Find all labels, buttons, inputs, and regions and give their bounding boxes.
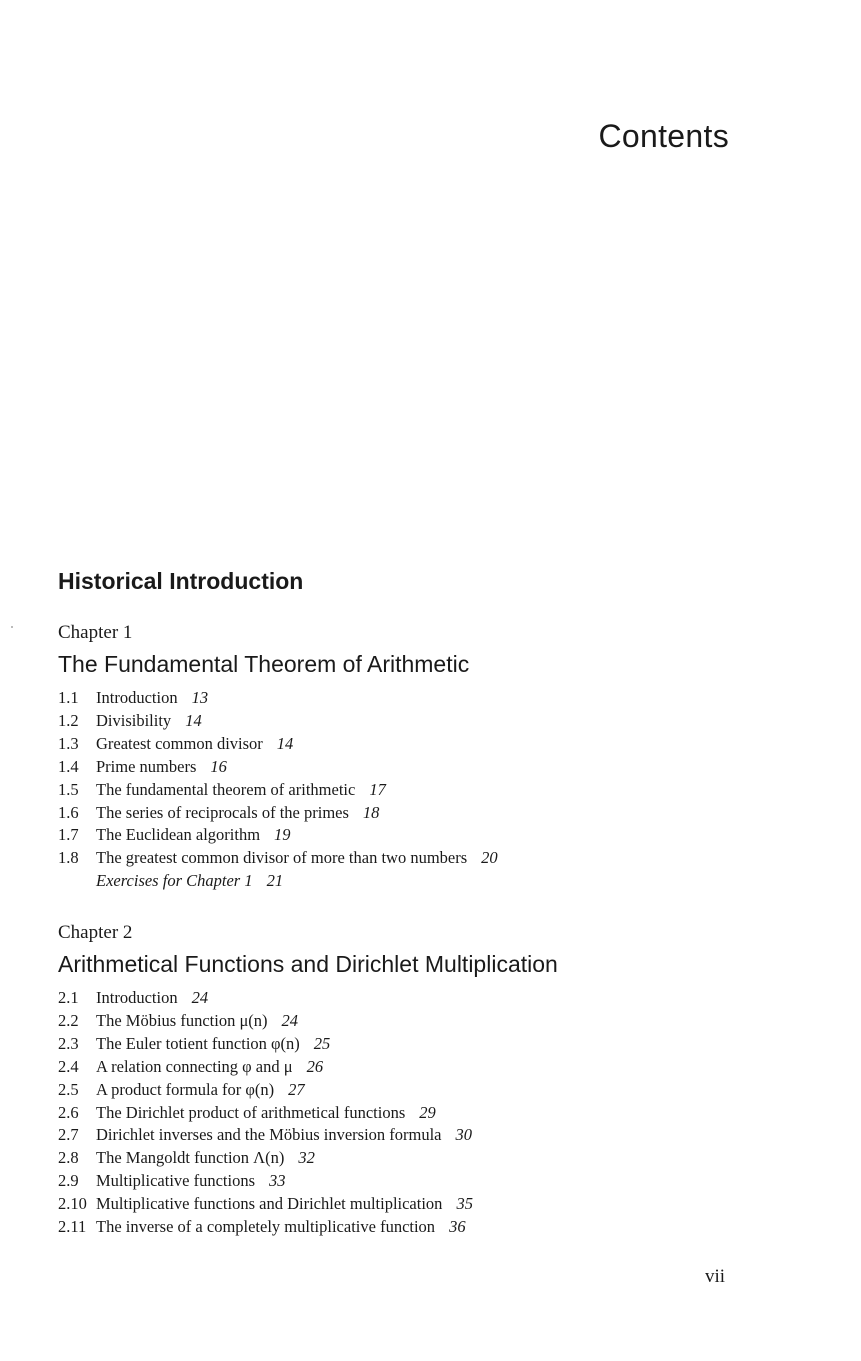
toc-entry <box>58 756 498 779</box>
section-title: Prime numbers <box>96 756 197 776</box>
chapter-2 <box>58 921 558 1239</box>
page-number: 21 <box>266 871 284 891</box>
toc-entry <box>58 1170 558 1193</box>
section-title: The Euler totient function φ(n) <box>96 1033 300 1053</box>
page-number: 24 <box>191 988 209 1007</box>
section-title: A product formula for φ(n) <box>96 1079 275 1099</box>
toc-entry <box>58 687 498 710</box>
section-number: 2.5 <box>58 1079 79 1099</box>
exercises-title: Exercises for Chapter 1 <box>96 871 253 891</box>
toc-entry <box>58 847 498 870</box>
toc-entry <box>58 1056 558 1079</box>
page-number: 25 <box>313 1033 331 1053</box>
chapter-title: Arithmetical Functions and Dirichlet Multiplication <box>58 951 558 977</box>
toc-entry <box>58 987 558 1010</box>
page-number: 17 <box>369 779 386 799</box>
section-title: The Dirichlet product of arithmetical functions <box>96 1102 406 1122</box>
section-title: The Mangoldt function Λ(n) <box>96 1148 285 1168</box>
section-number: 2.7 <box>58 1125 79 1145</box>
chapter-1 <box>58 621 498 893</box>
section-number: 1.6 <box>58 802 79 822</box>
page-number: 14 <box>276 733 294 753</box>
chapter-label: Chapter 1 <box>58 622 133 643</box>
page-number: 33 <box>269 1171 286 1191</box>
page-title: Contents <box>598 118 729 154</box>
page-number: 26 <box>306 1056 324 1076</box>
page-folio: vii <box>704 1266 725 1287</box>
section-number: 1.3 <box>58 733 79 753</box>
section-number: 1.7 <box>58 825 79 845</box>
toc-entry <box>58 1193 558 1216</box>
section-list <box>58 987 558 1239</box>
page-number: 16 <box>210 756 227 776</box>
scan-speck <box>11 626 13 628</box>
page-number: 14 <box>185 710 202 730</box>
chapter-title: The Fundamental Theorem of Arithmetic <box>58 651 470 677</box>
toc-entry <box>58 1079 558 1102</box>
toc-entry <box>58 733 498 756</box>
section-title: The inverse of a completely multiplicative function <box>96 1217 436 1237</box>
toc-entry <box>58 802 498 825</box>
page-number: 24 <box>281 1010 299 1030</box>
section-title: The fundamental theorem of arithmetic <box>96 779 356 799</box>
section-number: 1.4 <box>58 756 79 776</box>
toc-entry <box>58 710 498 733</box>
section-number: 1.1 <box>58 688 79 707</box>
section-number: 2.6 <box>58 1102 79 1122</box>
section-number: 2.8 <box>58 1148 79 1168</box>
toc-entry <box>58 779 498 802</box>
section-title: The Euclidean algorithm <box>96 825 261 845</box>
toc-entry <box>58 1010 558 1033</box>
page-number: 19 <box>274 825 291 845</box>
page-number: 27 <box>288 1079 305 1099</box>
section-number: 1.5 <box>58 779 79 799</box>
page-number: 32 <box>298 1148 315 1168</box>
page-number: 35 <box>456 1194 473 1214</box>
section-title: Introduction <box>96 688 178 707</box>
section-title: Introduction <box>96 988 178 1007</box>
section-title: Dirichlet inverses and the Möbius inversion formula <box>96 1125 442 1145</box>
toc-entry <box>58 1147 558 1170</box>
section-title: The Möbius function μ(n) <box>96 1010 268 1030</box>
section-title: Divisibility <box>96 710 172 730</box>
section-number: 1.2 <box>58 710 79 730</box>
section-number: 2.3 <box>58 1033 79 1053</box>
section-title: Multiplicative functions and Dirichlet multiplication <box>96 1194 443 1214</box>
page-number: 29 <box>419 1102 436 1122</box>
section-number: 2.11 <box>58 1217 87 1237</box>
section-number: 2.10 <box>58 1194 87 1214</box>
toc-entry <box>58 1216 558 1239</box>
toc-entry <box>58 1033 558 1056</box>
section-title: Multiplicative functions <box>96 1171 256 1191</box>
section-number: 2.9 <box>58 1171 79 1191</box>
page-number: 18 <box>362 802 380 822</box>
section-title: Greatest common divisor <box>96 733 263 753</box>
toc-entry <box>58 1102 558 1125</box>
section-number: 2.2 <box>58 1010 79 1030</box>
section-number: 2.1 <box>58 988 79 1007</box>
page-number: 20 <box>481 848 498 868</box>
section-title: The greatest common divisor of more than two numbers <box>96 848 468 868</box>
section-number: 2.4 <box>58 1056 79 1076</box>
exercises-entry <box>58 870 498 893</box>
section-title: The series of reciprocals of the primes <box>96 802 349 822</box>
toc-entry <box>58 1124 558 1147</box>
historical-introduction-heading: Historical Introduction <box>58 568 304 594</box>
section-title: A relation connecting φ and μ <box>96 1056 293 1076</box>
toc-entry <box>58 824 498 847</box>
section-number: 1.8 <box>58 848 79 868</box>
page-number: 13 <box>191 688 209 707</box>
chapter-label: Chapter 2 <box>58 922 133 943</box>
section-list <box>58 687 498 893</box>
page-number: 30 <box>455 1125 473 1145</box>
page-number: 36 <box>449 1217 466 1237</box>
